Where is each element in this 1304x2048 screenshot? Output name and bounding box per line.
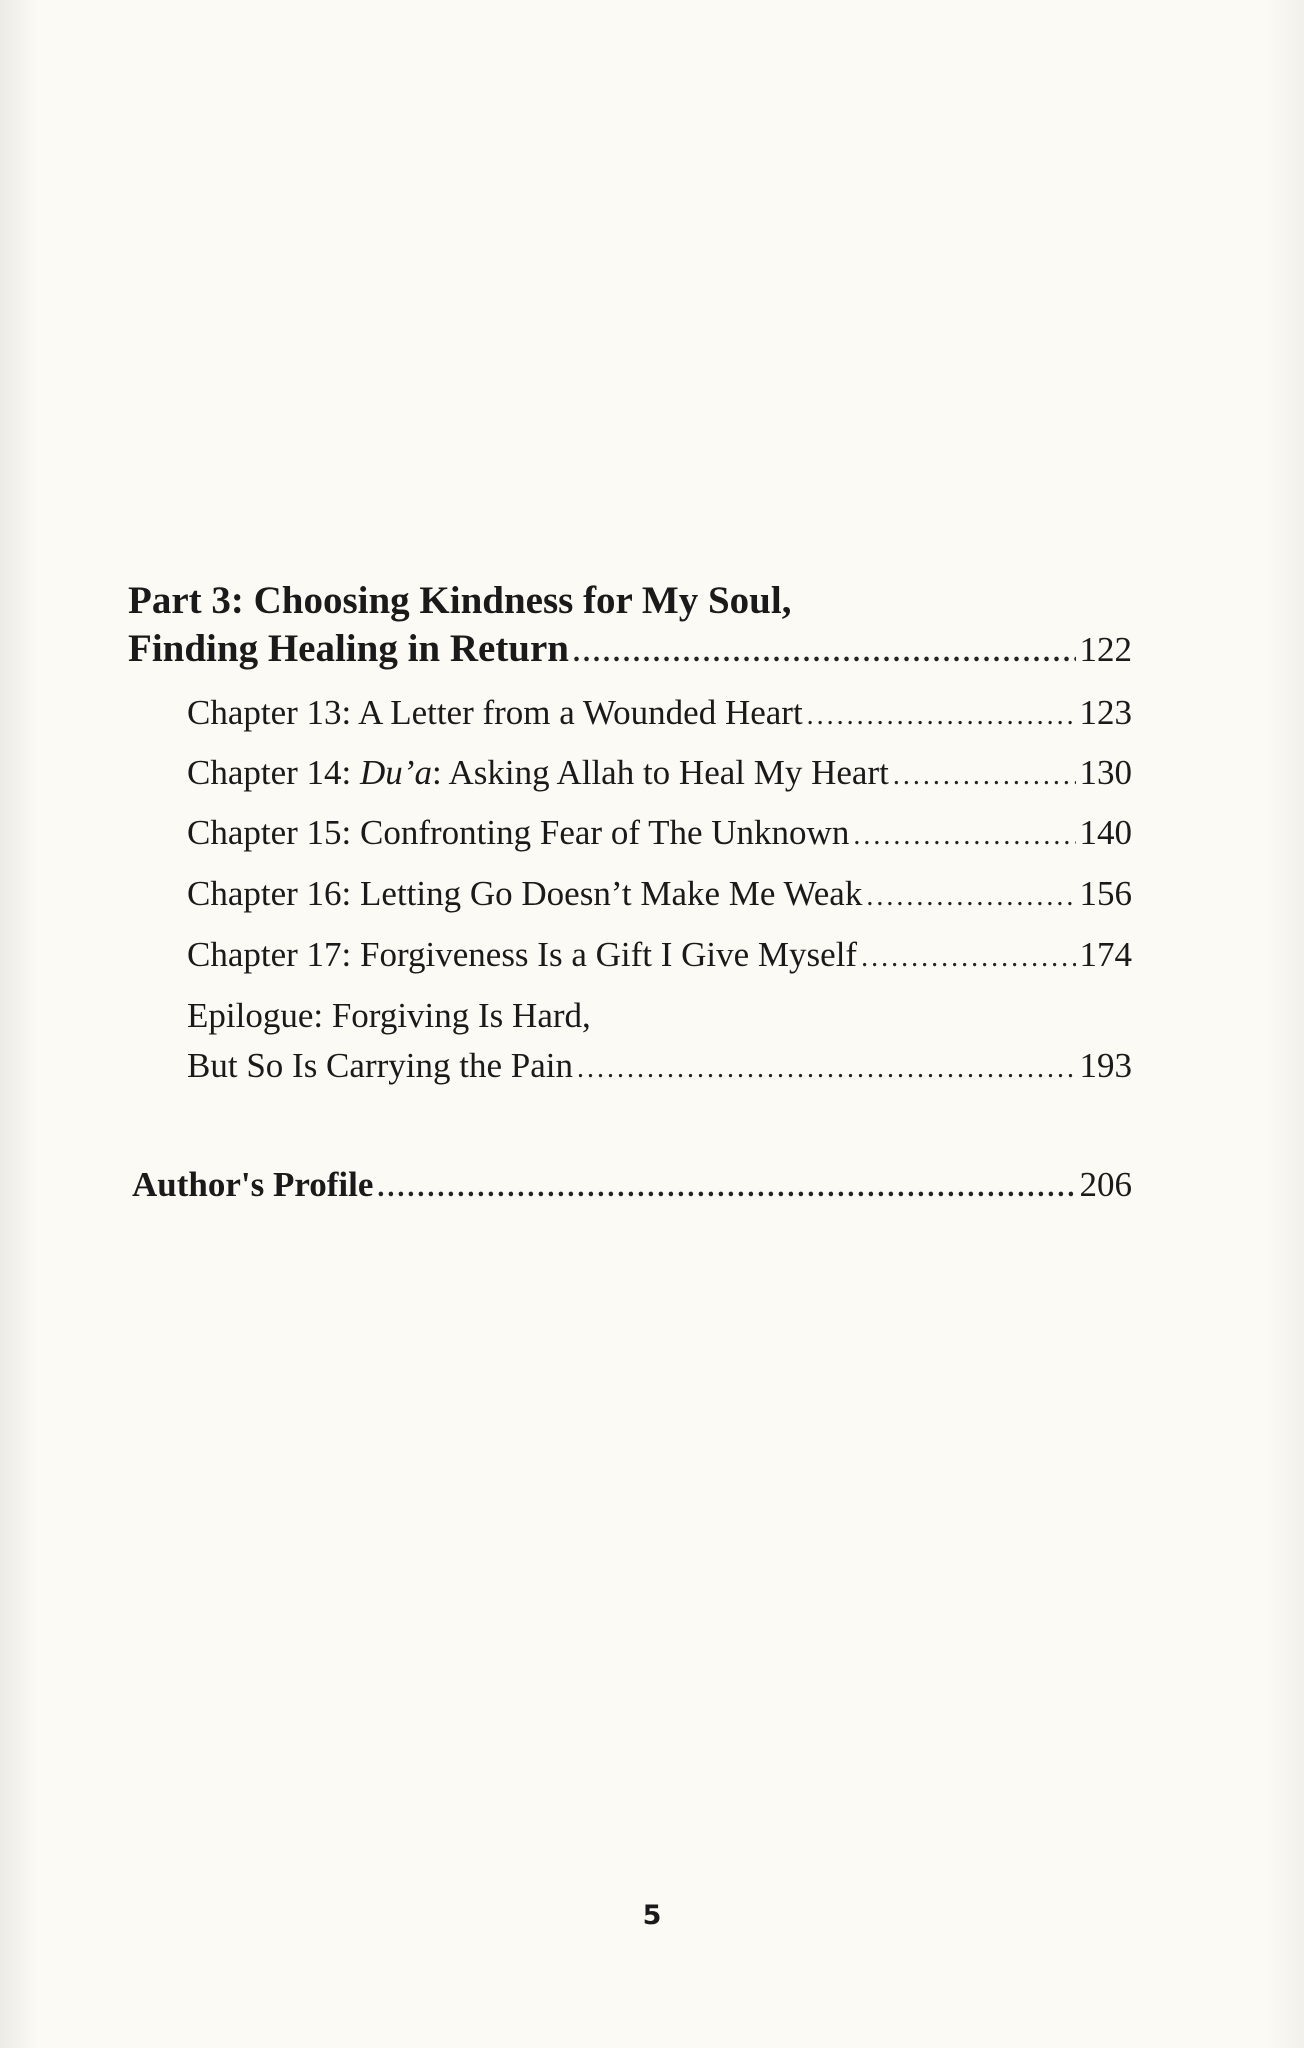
epilogue-title-line-1: Epilogue: Forgiving Is Hard, — [187, 996, 591, 1035]
toc-entry-chapter-14[interactable] — [187, 753, 1132, 793]
chapter-title: Chapter 15: Confronting Fear of The Unknown — [187, 813, 850, 852]
toc-entry-author-profile[interactable] — [132, 1165, 1132, 1205]
epilogue-title-line-2: But So Is Carrying the Pain — [187, 1046, 573, 1085]
part-3-title-line-1: Part 3: Choosing Kindness for My Soul, — [128, 579, 792, 622]
toc-entry-part-3[interactable] — [128, 626, 1132, 671]
toc-entry-chapter-16[interactable] — [187, 874, 1132, 914]
author-profile-title: Author's Profile — [132, 1165, 374, 1204]
chapter-page-number: 123 — [1079, 693, 1132, 732]
toc-entry-chapter-13[interactable] — [187, 693, 1132, 733]
chapter-title: Chapter 16: Letting Go Doesn’t Make Me Weak — [187, 874, 863, 913]
part-3-page-number: 122 — [1079, 630, 1132, 669]
dot-leader — [893, 760, 1076, 792]
dot-leader — [866, 881, 1075, 913]
author-profile-page-number: 206 — [1079, 1165, 1132, 1204]
chapter-page-number: 174 — [1079, 935, 1132, 974]
page-number: 5 — [642, 1900, 662, 1931]
toc-entry-epilogue[interactable] — [187, 1046, 1132, 1086]
dot-leader — [807, 700, 1076, 732]
dot-leader — [377, 1172, 1075, 1204]
chapter-title: Chapter 17: Forgiveness Is a Gift I Give Myself — [187, 935, 858, 974]
epilogue-page-number: 193 — [1079, 1046, 1132, 1085]
part-3-title-line-2: Finding Healing in Return — [128, 627, 569, 670]
chapter-page-number: 130 — [1079, 753, 1132, 792]
dot-leader — [573, 637, 1076, 669]
chapter-title: Chapter 14: Du’a: Asking Allah to Heal My Heart — [187, 753, 889, 792]
dot-leader — [861, 942, 1075, 974]
chapter-page-number: 140 — [1079, 813, 1132, 852]
toc-entry-chapter-15[interactable] — [187, 813, 1132, 853]
chapter-title: Chapter 13: A Letter from a Wounded Heart — [187, 693, 803, 732]
dot-leader — [577, 1053, 1076, 1085]
dot-leader — [853, 820, 1075, 852]
chapter-page-number: 156 — [1079, 874, 1132, 913]
toc-entry-chapter-17[interactable] — [187, 935, 1132, 975]
